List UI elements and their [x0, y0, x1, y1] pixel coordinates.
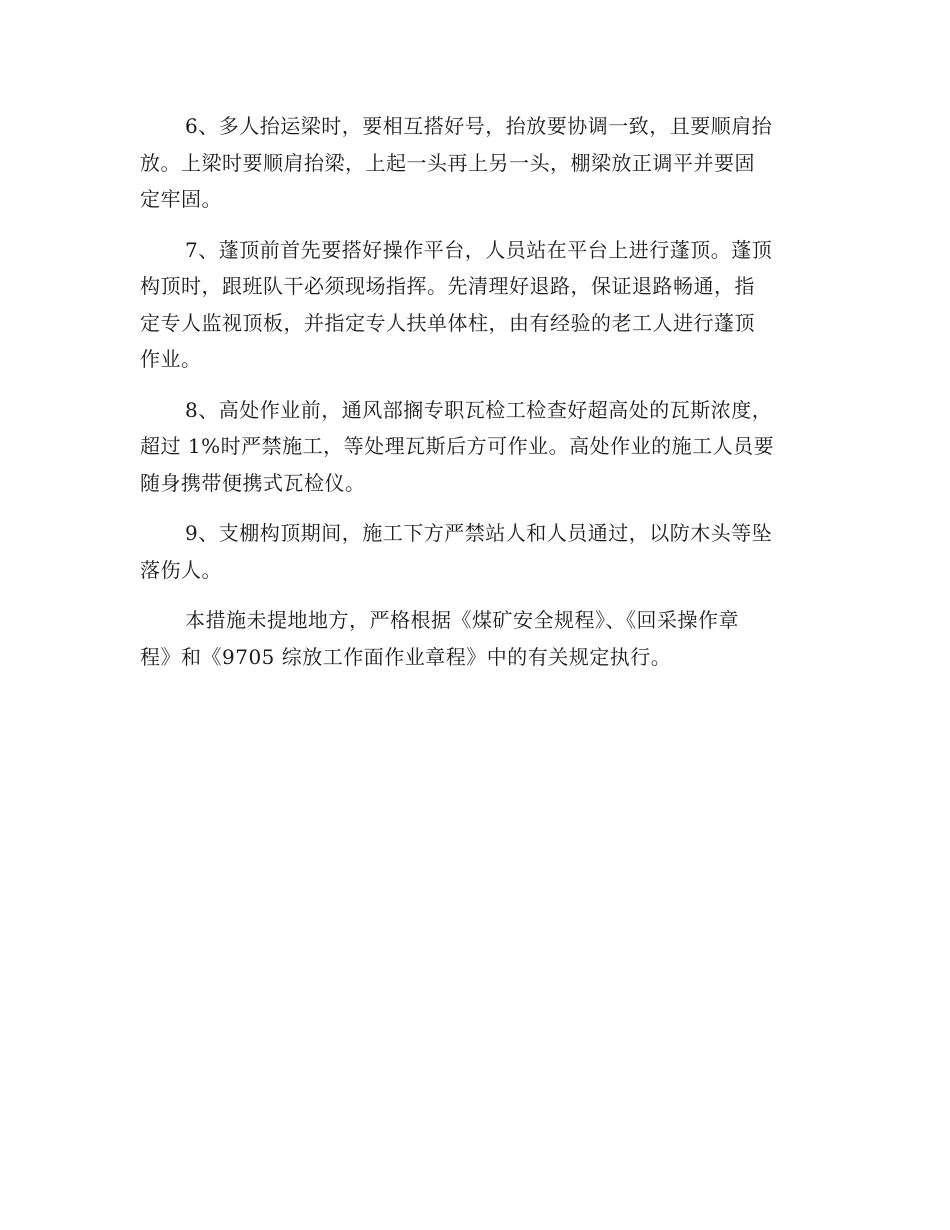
paragraph-item-7: [140, 232, 808, 378]
text-line: 9、支棚构顶期间，施工下方严禁站人和人员通过，以防木头等坠: [185, 521, 773, 545]
text-line: 构顶时，跟班队干必须现场指挥。先清理好退路，保证退路畅通，指: [140, 274, 755, 298]
text-line: 作业。: [140, 347, 202, 371]
document-body: [140, 108, 808, 689]
text-line: 随身携带便携式瓦检仪。: [140, 470, 366, 495]
closing-paragraph: [140, 602, 808, 675]
text-line: 8、高处作业前，通风部搁专职瓦检工检查好超高处的瓦斯浓度，: [185, 397, 773, 422]
text-line: 定牢固。: [140, 187, 222, 211]
paragraph-item-9: [140, 515, 808, 588]
text-line: 本措施未提地地方，严格根据《煤矿安全规程》、《回采操作章: [185, 608, 739, 632]
text-line: 放。上梁时要顺肩抬梁，上起一头再上另一头，棚梁放正调平并要固: [140, 150, 755, 175]
text-line: 6、多人抬运梁时，要相互搭好号，抬放要协调一致，且要顺肩抬: [185, 114, 773, 138]
text-line: 定专人监视顶板，并指定专人扶单体柱，由有经验的老工人进行蓬顶: [140, 310, 755, 335]
text-line: 7、蓬顶前首先要搭好操作平台，人员站在平台上进行蓬顶。蓬顶: [185, 237, 773, 262]
text-line: 超过 1%时严禁施工，等处理瓦斯后方可作业。高处作业的施工人员要: [140, 434, 775, 458]
text-line: 落伤人。: [140, 557, 222, 582]
paragraph-item-8: [140, 392, 808, 502]
text-line: 程》和《9705 综放工作面作业章程》中的有关规定执行。: [140, 644, 672, 669]
paragraph-item-6: [140, 108, 808, 218]
